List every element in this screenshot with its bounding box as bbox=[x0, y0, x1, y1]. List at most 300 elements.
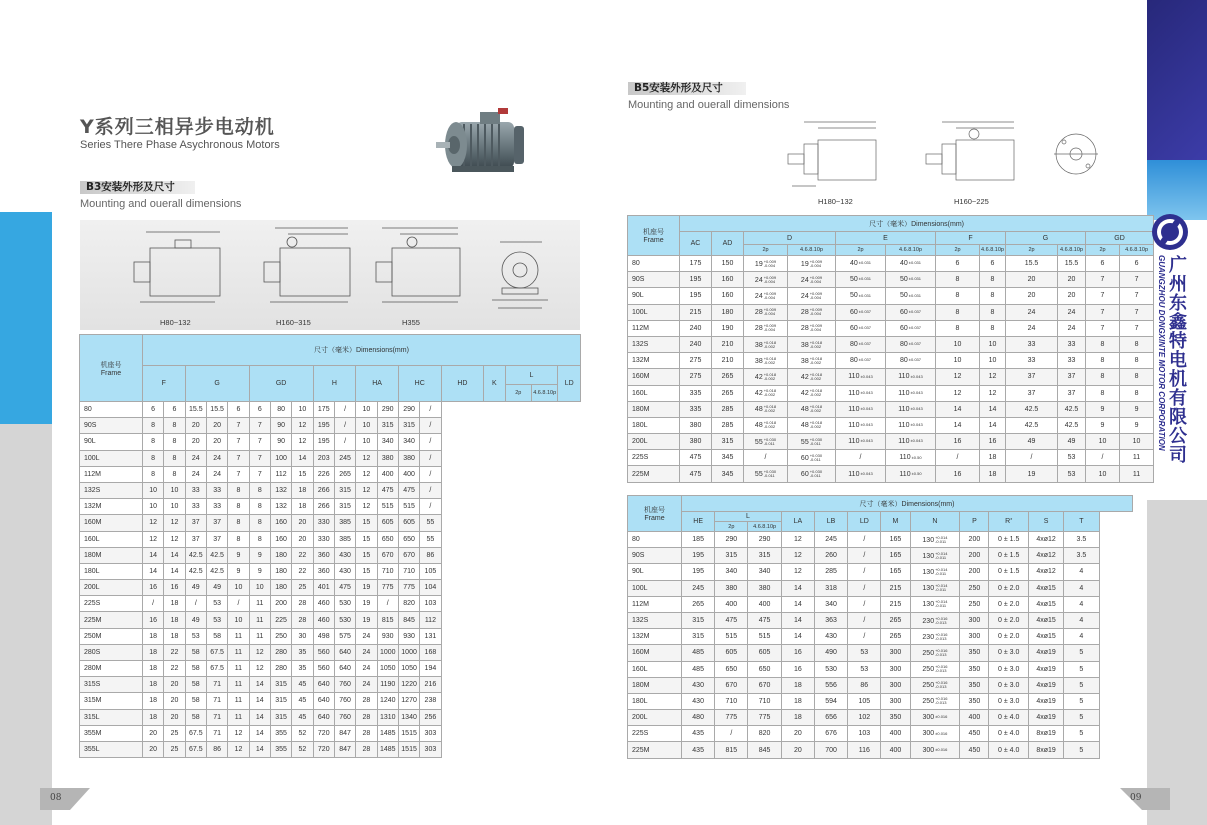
b5t1-sub-header: 4.6.8.10p bbox=[1058, 245, 1086, 256]
f-2p-cell: 14 bbox=[936, 401, 980, 417]
value-cell: 195 bbox=[313, 434, 334, 450]
gd-2p-cell: 7 bbox=[1086, 320, 1120, 336]
l-4p-cell: 670 bbox=[748, 677, 781, 693]
l-4p-cell: 820 bbox=[748, 726, 781, 742]
g-2p-cell: 19 bbox=[1006, 466, 1058, 482]
he-cell: 435 bbox=[682, 742, 715, 758]
table-row bbox=[80, 531, 581, 547]
b3-frame-en: Frame bbox=[100, 369, 122, 377]
e-2p-cell-value: 110 bbox=[848, 373, 860, 381]
table-row bbox=[80, 693, 581, 709]
l-2p-cell: 670 bbox=[715, 677, 748, 693]
b5t1-sub-header: 2p bbox=[1086, 245, 1120, 256]
e-4p-cell-value: 110 bbox=[899, 470, 911, 478]
value-cell: 355 bbox=[270, 725, 291, 741]
m-cell: 300 bbox=[881, 661, 910, 677]
n-cell bbox=[910, 742, 960, 758]
d-4p-cell-tol-1: -0.004 bbox=[809, 294, 822, 300]
d-4p-cell-value: 38 bbox=[800, 357, 809, 365]
value-cell: 58 bbox=[185, 644, 206, 660]
he-cell: 265 bbox=[682, 596, 715, 612]
n-cell bbox=[910, 677, 960, 693]
diagram-label-2: H160~315 bbox=[276, 318, 311, 327]
frame-cell: 200L bbox=[628, 434, 680, 450]
value-cell: 12 bbox=[249, 644, 270, 660]
p-cell: 300 bbox=[960, 612, 989, 628]
gd-2p-cell: 10 bbox=[1086, 434, 1120, 450]
value-cell: 24 bbox=[185, 466, 206, 482]
d-4p-cell-tol-1: -0.002 bbox=[809, 408, 822, 414]
f-4p-cell: 10 bbox=[980, 353, 1006, 369]
t-cell: 4 bbox=[1064, 580, 1099, 596]
e-4p-cell-tolerance bbox=[910, 391, 922, 395]
ad-cell: 285 bbox=[712, 401, 744, 417]
d-4p-cell-value: 19 bbox=[800, 260, 809, 268]
value-cell: 11 bbox=[228, 693, 249, 709]
d-2p-cell bbox=[744, 320, 788, 336]
ac-cell: 240 bbox=[680, 320, 712, 336]
he-cell: 435 bbox=[682, 726, 715, 742]
d-2p-cell-tol-0: +0.018 bbox=[763, 388, 777, 394]
value-cell: 90 bbox=[270, 418, 291, 434]
value-cell: 24 bbox=[356, 661, 377, 677]
value-cell: 14 bbox=[142, 563, 163, 579]
e-4p-cell-tolerance bbox=[910, 407, 922, 411]
value-cell: 16 bbox=[164, 580, 185, 596]
value-cell: / bbox=[142, 596, 163, 612]
n-cell bbox=[910, 629, 960, 645]
n-cell-value: 300 bbox=[922, 746, 935, 754]
f-2p-cell: 10 bbox=[936, 353, 980, 369]
gd-2p-cell: 8 bbox=[1086, 385, 1120, 401]
value-cell: / bbox=[334, 434, 355, 450]
gd-4p-cell: 6 bbox=[1120, 256, 1154, 272]
value-cell: 160 bbox=[270, 515, 291, 531]
e-4p-cell-value: 50 bbox=[899, 292, 908, 300]
d-2p-cell bbox=[744, 401, 788, 417]
r-cell: 0 ± 1.5 bbox=[989, 532, 1028, 548]
value-cell: 460 bbox=[313, 596, 334, 612]
ac-cell: 240 bbox=[680, 336, 712, 352]
value-cell: 11 bbox=[249, 612, 270, 628]
gd-4p-cell: 11 bbox=[1120, 450, 1154, 466]
e-2p-cell bbox=[836, 272, 886, 288]
lb-cell: 245 bbox=[814, 532, 847, 548]
t-cell: 5 bbox=[1064, 677, 1099, 693]
r-cell: 0 ± 3.0 bbox=[989, 645, 1028, 661]
value-cell: 11 bbox=[228, 644, 249, 660]
value-cell: 112 bbox=[270, 466, 291, 482]
value-cell: 35 bbox=[292, 644, 313, 660]
frame-cell: 160M bbox=[628, 645, 682, 661]
value-cell: 20 bbox=[185, 418, 206, 434]
b5t2-col-LB: LB bbox=[814, 512, 847, 532]
b5-section-heading bbox=[628, 82, 746, 95]
he-cell: 195 bbox=[682, 564, 715, 580]
gd-4p-cell: 8 bbox=[1120, 369, 1154, 385]
b5-diagram-label-2: H160~225 bbox=[954, 197, 989, 206]
e-2p-cell-tol: ±0.037 bbox=[858, 325, 871, 330]
value-cell: 24 bbox=[185, 450, 206, 466]
b3-frame-header bbox=[80, 335, 143, 402]
la-cell: 12 bbox=[781, 548, 814, 564]
n-cell-tol-0: +0.016 bbox=[935, 696, 948, 702]
d-2p-cell-value: 55 bbox=[754, 438, 763, 446]
table-row bbox=[628, 532, 1133, 548]
gd-4p-cell: 7 bbox=[1120, 304, 1154, 320]
b5t1-col-AC: AC bbox=[680, 232, 712, 256]
n-cell bbox=[910, 645, 960, 661]
value-cell: 6 bbox=[164, 402, 185, 418]
d-4p-cell-tol-0: +0.018 bbox=[809, 339, 823, 345]
d-4p-cell-tol-0: +0.009 bbox=[809, 290, 823, 296]
he-cell: 430 bbox=[682, 693, 715, 709]
e-2p-cell bbox=[836, 369, 886, 385]
la-cell: 20 bbox=[781, 726, 814, 742]
value-cell: 530 bbox=[334, 596, 355, 612]
d-2p-cell-tol-0: +0.009 bbox=[763, 307, 777, 313]
value-cell: 14 bbox=[249, 741, 270, 757]
frame-cell: 180M bbox=[80, 547, 143, 563]
table-row bbox=[80, 466, 581, 482]
n-cell-tolerance bbox=[935, 552, 947, 560]
d-2p-cell bbox=[744, 336, 788, 352]
gd-2p-cell: 7 bbox=[1086, 288, 1120, 304]
l-4p-cell: 845 bbox=[748, 742, 781, 758]
value-cell: 58 bbox=[185, 693, 206, 709]
gd-4p-cell: 9 bbox=[1120, 401, 1154, 417]
f-4p-cell: 14 bbox=[980, 401, 1006, 417]
b5t1-dimensions-header: 尺寸（毫米）Dimensions(mm) bbox=[680, 216, 1154, 232]
he-cell: 430 bbox=[682, 677, 715, 693]
gd-4p-cell: 7 bbox=[1120, 320, 1154, 336]
ac-cell: 335 bbox=[680, 401, 712, 417]
table-row bbox=[628, 710, 1133, 726]
n-cell-tol-1: -0.011 bbox=[935, 603, 947, 609]
table-row bbox=[80, 402, 581, 418]
d-2p-cell bbox=[744, 369, 788, 385]
value-cell: 401 bbox=[313, 580, 334, 596]
g-2p-cell: 15.5 bbox=[1006, 256, 1058, 272]
e-2p-cell-tol: ±0.043 bbox=[860, 389, 873, 395]
e-2p-cell-tol: ±0.043 bbox=[860, 373, 873, 379]
value-cell: 18 bbox=[142, 628, 163, 644]
l-4p-cell: 315 bbox=[748, 548, 781, 564]
value-cell: 650 bbox=[398, 531, 419, 547]
value-cell: 10 bbox=[356, 402, 377, 418]
value-cell: 266 bbox=[313, 499, 334, 515]
e-2p-cell-tolerance bbox=[859, 326, 871, 330]
lb-cell: 530 bbox=[814, 661, 847, 677]
b5t1-sub-header: 4.6.8.10p bbox=[980, 245, 1006, 256]
table-row bbox=[628, 612, 1133, 628]
value-cell: 86 bbox=[420, 547, 441, 563]
frame-cell: 112M bbox=[628, 596, 682, 612]
b5t1-frame-en: Frame bbox=[643, 237, 664, 244]
value-cell: 18 bbox=[142, 677, 163, 693]
table-row bbox=[628, 385, 1154, 401]
value-cell: 400 bbox=[398, 466, 419, 482]
m-cell: 165 bbox=[881, 564, 910, 580]
d-2p-cell-tol-1: -0.004 bbox=[763, 327, 776, 333]
value-cell: 15.5 bbox=[206, 402, 227, 418]
n-cell-tol-0: +0.014 bbox=[935, 599, 948, 605]
value-cell: 290 bbox=[398, 402, 419, 418]
r-cell: 0 ± 2.0 bbox=[989, 580, 1028, 596]
e-4p-cell-tolerance bbox=[909, 294, 921, 298]
value-cell: 180 bbox=[270, 580, 291, 596]
value-cell: 58 bbox=[185, 661, 206, 677]
e-2p-cell-tol: ±0.037 bbox=[858, 308, 871, 314]
e-4p-cell-tol: ±0.037 bbox=[908, 308, 921, 314]
e-4p-cell-value: 110 bbox=[899, 454, 911, 462]
value-cell: 575 bbox=[334, 628, 355, 644]
n-cell-tol-0: +0.016 bbox=[935, 664, 948, 670]
value-cell: / bbox=[420, 482, 441, 498]
value-cell: 1240 bbox=[377, 693, 398, 709]
value-cell: 20 bbox=[206, 418, 227, 434]
g-4p-cell: 53 bbox=[1058, 450, 1086, 466]
ad-cell: 210 bbox=[712, 353, 744, 369]
value-cell: 256 bbox=[420, 709, 441, 725]
he-cell: 195 bbox=[682, 548, 715, 564]
table-row bbox=[628, 645, 1133, 661]
n-cell-tol-0: +0.016 bbox=[935, 615, 948, 621]
g-2p-cell: 24 bbox=[1006, 320, 1058, 336]
value-cell: 6 bbox=[228, 402, 249, 418]
e-4p-cell-tol: ±0.043 bbox=[910, 438, 923, 444]
value-cell: / bbox=[420, 434, 441, 450]
b3-col-H: H bbox=[313, 366, 356, 402]
value-cell: 55 bbox=[420, 515, 441, 531]
ad-cell: 265 bbox=[712, 369, 744, 385]
value-cell: 52 bbox=[292, 725, 313, 741]
value-cell: 67.5 bbox=[185, 725, 206, 741]
ld-cell: / bbox=[848, 629, 881, 645]
d-4p-cell-tolerance bbox=[810, 421, 822, 429]
b5t2-col-LA: LA bbox=[781, 512, 814, 532]
e-2p-cell-tolerance bbox=[860, 391, 872, 395]
p-cell: 450 bbox=[960, 726, 989, 742]
r-cell: 0 ± 2.0 bbox=[989, 596, 1028, 612]
value-cell: 710 bbox=[377, 563, 398, 579]
table-row bbox=[628, 596, 1133, 612]
b3-col-L: L bbox=[505, 366, 558, 385]
value-cell: 640 bbox=[313, 677, 334, 693]
table-row bbox=[628, 629, 1133, 645]
d-4p-cell-tol-0: +0.030 bbox=[809, 469, 823, 475]
value-cell: 640 bbox=[313, 709, 334, 725]
b5t2-col-HE: HE bbox=[682, 512, 715, 532]
value-cell: 650 bbox=[377, 531, 398, 547]
value-cell: 245 bbox=[334, 450, 355, 466]
d-4p-cell bbox=[788, 353, 836, 369]
e-4p-cell bbox=[886, 353, 936, 369]
e-4p-cell-tol: ±0.50 bbox=[911, 470, 922, 476]
l-4p-cell: 475 bbox=[748, 612, 781, 628]
d-2p-cell bbox=[744, 466, 788, 482]
value-cell: 20 bbox=[292, 515, 313, 531]
value-cell: 330 bbox=[313, 515, 334, 531]
value-cell: 45 bbox=[292, 677, 313, 693]
d-4p-cell bbox=[788, 256, 836, 272]
value-cell: 10 bbox=[249, 580, 270, 596]
t-cell: 3.5 bbox=[1064, 548, 1099, 564]
e-2p-cell-tol: ±0.043 bbox=[860, 470, 873, 476]
e-4p-cell bbox=[886, 272, 936, 288]
f-2p-cell: 14 bbox=[936, 417, 980, 433]
table-row bbox=[80, 725, 581, 741]
n-cell bbox=[910, 548, 960, 564]
value-cell: 380 bbox=[398, 450, 419, 466]
value-cell: 315 bbox=[270, 677, 291, 693]
value-cell: 10 bbox=[142, 482, 163, 498]
b3-sub-4p: 4.6.8.10p bbox=[531, 385, 557, 402]
b5t1-frame-header bbox=[628, 216, 680, 256]
d-4p-cell-tol-1: -0.011 bbox=[809, 440, 821, 446]
b5-diagram-label-1: H180~132 bbox=[818, 197, 853, 206]
n-cell-value: 250 bbox=[922, 649, 935, 657]
value-cell: 25 bbox=[292, 580, 313, 596]
value-cell: 11 bbox=[249, 628, 270, 644]
e-4p-cell-tolerance bbox=[912, 456, 922, 460]
l-2p-cell: 710 bbox=[715, 693, 748, 709]
f-2p-cell: 10 bbox=[936, 336, 980, 352]
value-cell: 7 bbox=[228, 466, 249, 482]
table-row bbox=[80, 677, 581, 693]
n-cell-tolerance bbox=[935, 633, 947, 641]
b3-col-HD: HD bbox=[441, 366, 484, 402]
value-cell: 265 bbox=[334, 466, 355, 482]
d-2p-cell-value: 38 bbox=[754, 357, 763, 365]
s-cell: 4xø12 bbox=[1028, 532, 1063, 548]
value-cell: 67.5 bbox=[185, 741, 206, 757]
value-cell: 1000 bbox=[377, 644, 398, 660]
gd-4p-cell: 7 bbox=[1120, 288, 1154, 304]
d-4p-cell-tolerance bbox=[810, 341, 822, 349]
e-4p-cell bbox=[886, 288, 936, 304]
lb-cell: 363 bbox=[814, 612, 847, 628]
frame-cell: 225M bbox=[80, 612, 143, 628]
value-cell: / bbox=[185, 596, 206, 612]
gd-2p-cell: 8 bbox=[1086, 336, 1120, 352]
value-cell: 14 bbox=[249, 709, 270, 725]
d-4p-cell-tol-0: +0.030 bbox=[809, 436, 823, 442]
value-cell: 10 bbox=[228, 612, 249, 628]
n-cell-tolerance bbox=[935, 617, 947, 625]
value-cell: 132 bbox=[270, 482, 291, 498]
f-2p-cell: 12 bbox=[936, 385, 980, 401]
gd-2p-cell: 8 bbox=[1086, 369, 1120, 385]
e-2p-cell-tolerance bbox=[859, 342, 871, 346]
b5t1-col-F: F bbox=[936, 232, 1006, 245]
n-cell-tolerance bbox=[935, 584, 947, 592]
value-cell: 18 bbox=[164, 612, 185, 628]
value-cell: 530 bbox=[334, 612, 355, 628]
value-cell: 28 bbox=[292, 596, 313, 612]
f-4p-cell: 18 bbox=[980, 466, 1006, 482]
ld-cell: / bbox=[848, 532, 881, 548]
e-4p-cell-value: 110 bbox=[898, 421, 910, 429]
l-4p-cell: 515 bbox=[748, 629, 781, 645]
e-2p-cell-tolerance bbox=[859, 358, 871, 362]
b5t2-col-S: S bbox=[1028, 512, 1063, 532]
ac-cell: 475 bbox=[680, 450, 712, 466]
ac-cell: 215 bbox=[680, 304, 712, 320]
value-cell: 20 bbox=[185, 434, 206, 450]
e-2p-cell-tol: ±0.037 bbox=[858, 357, 871, 363]
b3-section-heading bbox=[80, 181, 195, 194]
value-cell: 15 bbox=[356, 563, 377, 579]
e-4p-cell-value: 80 bbox=[899, 357, 908, 365]
page-number-right: 09 bbox=[1130, 793, 1142, 803]
n-cell-tol-1: -0.013 bbox=[935, 700, 947, 706]
value-cell: 1340 bbox=[398, 709, 419, 725]
ld-cell: 53 bbox=[848, 661, 881, 677]
d-4p-cell-value: 28 bbox=[800, 309, 809, 316]
value-cell: 640 bbox=[334, 661, 355, 677]
n-cell-tol-0: +0.016 bbox=[935, 647, 948, 653]
table-row bbox=[628, 564, 1133, 580]
la-cell: 14 bbox=[781, 629, 814, 645]
b3-col-K: K bbox=[484, 366, 505, 402]
f-4p-cell: 18 bbox=[980, 450, 1006, 466]
value-cell: 1190 bbox=[377, 677, 398, 693]
n-cell-tol-0: ±0.016 bbox=[935, 746, 948, 752]
e-4p-cell-tolerance bbox=[909, 310, 921, 314]
frame-cell: 132M bbox=[628, 353, 680, 369]
value-cell: 18 bbox=[292, 499, 313, 515]
he-cell: 485 bbox=[682, 645, 715, 661]
value-cell: 33 bbox=[206, 499, 227, 515]
value-cell: 18 bbox=[164, 628, 185, 644]
d-4p-cell-tol-1: -0.002 bbox=[809, 343, 822, 349]
value-cell: 28 bbox=[356, 741, 377, 757]
frame-cell: 355L bbox=[80, 741, 143, 757]
value-cell: 7 bbox=[249, 450, 270, 466]
e-2p-cell-value: 110 bbox=[848, 421, 860, 429]
g-4p-cell: 20 bbox=[1058, 272, 1086, 288]
value-cell: 100 bbox=[270, 450, 291, 466]
n-cell-tol-0: +0.016 bbox=[935, 680, 948, 686]
right-edge-band-navy bbox=[1147, 0, 1207, 160]
value-cell: 25 bbox=[164, 741, 185, 757]
value-cell: 132 bbox=[270, 499, 291, 515]
d-2p-cell-value: 42 bbox=[754, 373, 763, 381]
ac-cell: 475 bbox=[680, 466, 712, 482]
la-cell: 16 bbox=[781, 661, 814, 677]
table-row bbox=[628, 548, 1133, 564]
l-2p-cell: 605 bbox=[715, 645, 748, 661]
d-2p-cell-value: 42 bbox=[754, 389, 763, 397]
gd-4p-cell: 8 bbox=[1120, 336, 1154, 352]
frame-cell: 90S bbox=[80, 418, 143, 434]
value-cell: 315 bbox=[270, 693, 291, 709]
value-cell: 8 bbox=[228, 531, 249, 547]
value-cell: 20 bbox=[206, 434, 227, 450]
page-corner-right bbox=[1120, 788, 1170, 810]
ld-cell: 86 bbox=[848, 677, 881, 693]
ld-cell: 53 bbox=[848, 645, 881, 661]
d-2p-cell-tolerance bbox=[764, 405, 776, 413]
value-cell: 8 bbox=[228, 499, 249, 515]
n-cell-tolerance bbox=[935, 715, 947, 719]
value-cell: 80 bbox=[270, 402, 291, 418]
e-4p-cell-tolerance bbox=[910, 439, 922, 443]
he-cell: 480 bbox=[682, 710, 715, 726]
n-cell bbox=[910, 564, 960, 580]
n-cell-tolerance bbox=[935, 681, 947, 689]
